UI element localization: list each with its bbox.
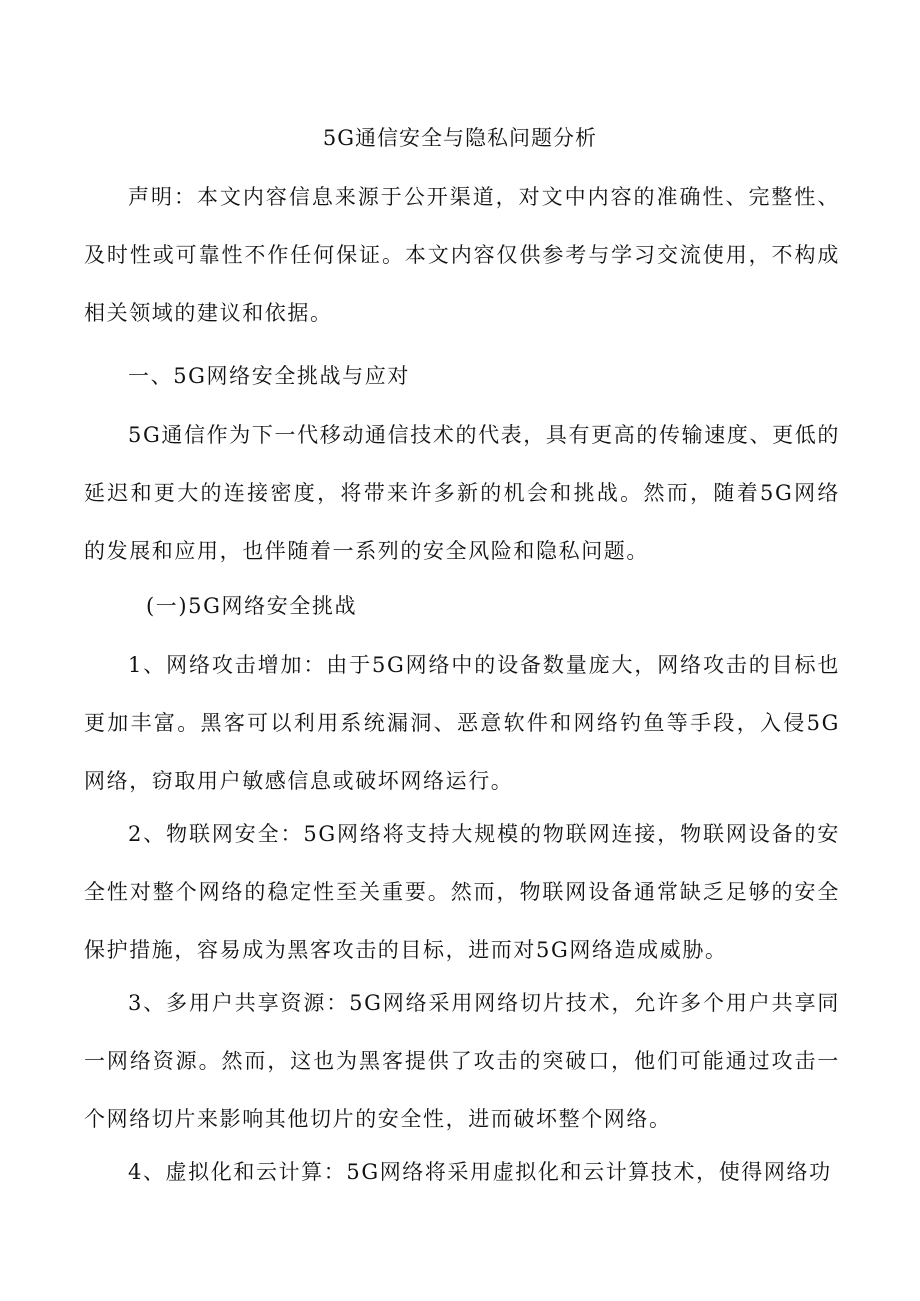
list-item: 2、物联网安全：5G网络将支持大规模的物联网连接，物联网设备的安全性对整个网络的稳定性至关重要。然而，物联网设备通常缺乏足够的安全保护措施，容易成为黑客攻击的目标，进而对5G网络造成威胁。 — [84, 822, 840, 962]
document-title: 5G通信安全与隐私问题分析 — [322, 126, 598, 150]
section-heading: 一、5G网络安全挑战与应对 — [128, 364, 410, 388]
list-item: 4、虚拟化和云计算：5G网络将采用虚拟化和云计算技术，使得网络功 — [128, 1160, 832, 1184]
intro-paragraph: 5G通信作为下一代移动通信技术的代表，具有更高的传输速度、更低的延迟和更大的连接密度，将带来许多新的机会和挑战。然而，随着5G网络的发展和应用，也伴随着一系列的安全风险和隐私问题。 — [84, 423, 840, 563]
disclaimer-paragraph: 声明：本文内容信息来源于公开渠道，对文中内容的准确性、完整性、及时性或可靠性不作任何保证。本文内容仅供参考与学习交流使用，不构成相关领域的建议和依据。 — [84, 185, 840, 325]
list-item: 1、网络攻击增加：由于5G网络中的设备数量庞大，网络攻击的目标也更加丰富。黑客可以利用系统漏洞、恶意软件和网络钓鱼等手段，入侵5G网络，窃取用户敏感信息或破坏网络运行。 — [84, 653, 840, 793]
subsection-heading: (一)5G网络安全挑战 — [146, 594, 358, 618]
list-item: 3、多用户共享资源：5G网络采用网络切片技术，允许多个用户共享同一网络资源。然而，这也为黑客提供了攻击的突破口，他们可能通过攻击一个网络切片来影响其他切片的安全性，进而破坏整个网络。 — [84, 991, 840, 1131]
